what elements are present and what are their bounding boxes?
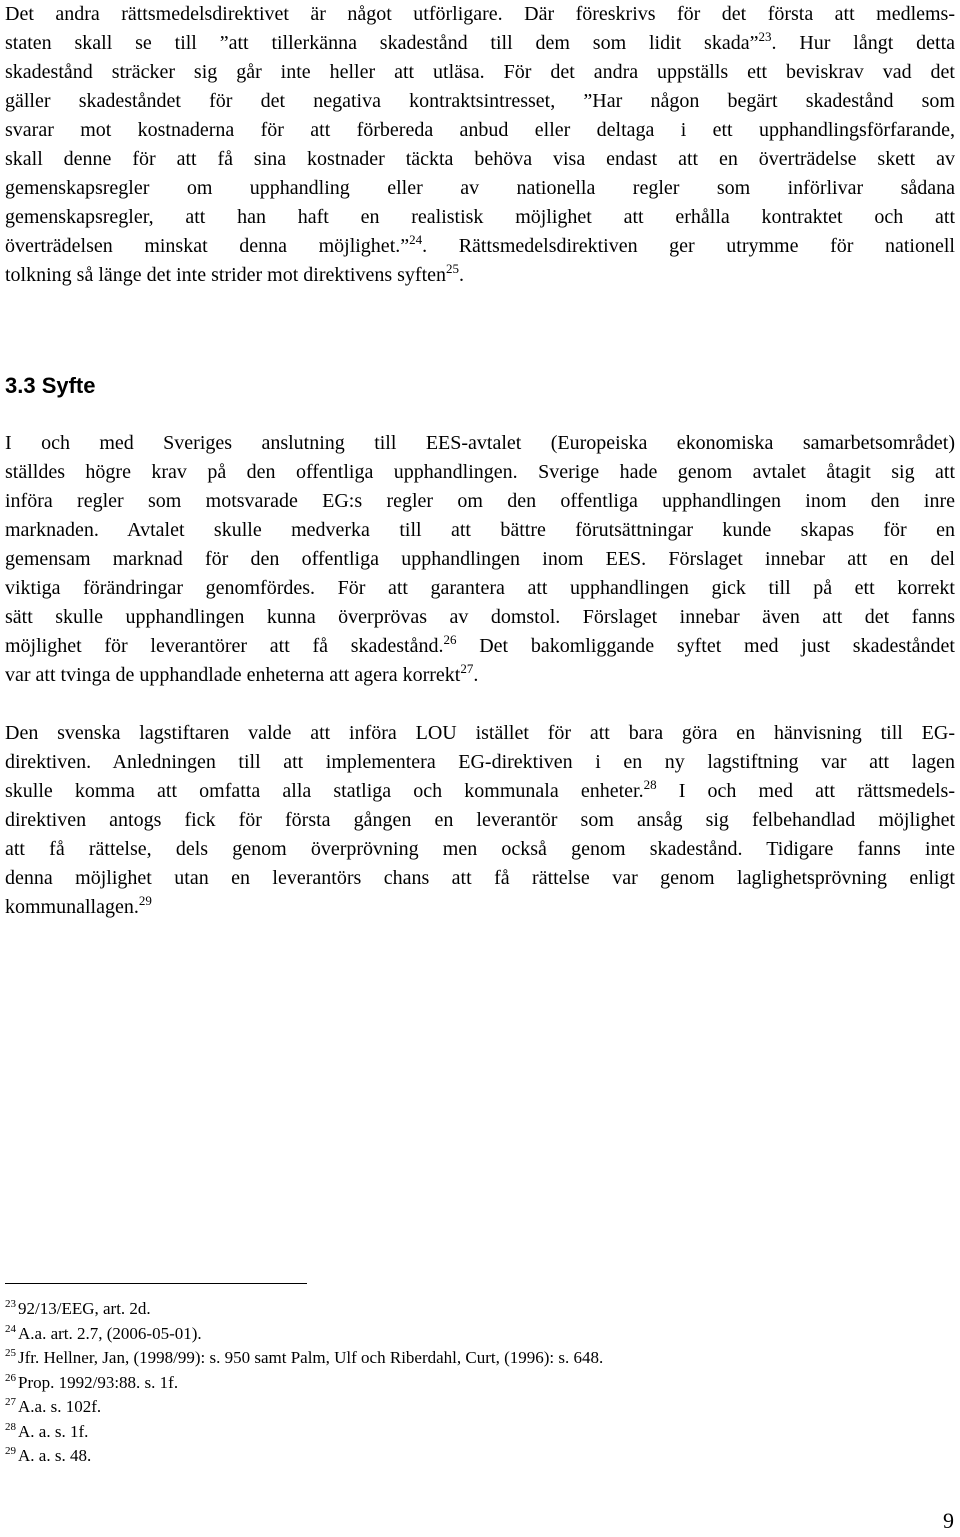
text-segment: var att tvinga de upphandlade enheterna att agera korrekt xyxy=(5,664,461,686)
text-line: att få rättelse, dels genom överprövning men också genom skadestånd. Tidigare fanns inte xyxy=(5,838,955,860)
footnote-ref[interactable]: 24 xyxy=(409,232,423,247)
text-line: marknaden. Avtalet skulle medverka till att bättre förutsättningar kunde skapas för en xyxy=(5,519,955,541)
footnote-ref[interactable]: 28 xyxy=(643,777,657,792)
footnote-ref[interactable]: 25 xyxy=(446,261,460,276)
footnote-ref[interactable]: 26 xyxy=(443,632,457,647)
text-segment: Det bakomliggande syftet med just skadeståndet xyxy=(456,635,955,657)
text-line: skall denne för att få sina kostnader täckta behöva visa endast att en överträdelse skett av xyxy=(5,148,955,170)
text-line: svarar mot kostnaderna för att förbereda anbud eller deltaga i ett upphandlingsförfarande, xyxy=(5,119,955,141)
text-line: sätt skulle upphandlingen kunna överprövas av domstol. Förslaget innebar även att det fanns xyxy=(5,606,955,628)
footnote-ref[interactable]: 23 xyxy=(758,29,772,44)
text-segment: . xyxy=(473,664,479,686)
footnote-ref[interactable]: 29 xyxy=(138,893,152,908)
text-segment: staten skall se till ”att tillerkänna skadestånd till dem som lidit skada” xyxy=(5,32,759,54)
text-line: viktiga förändringar genomfördes. För att garantera att upphandlingen gick till på ett korrekt xyxy=(5,577,955,599)
text-segment: överträdelsen minskat denna möjlighet.” xyxy=(5,235,410,257)
footnote-item xyxy=(5,1371,603,1396)
paragraph-purpose xyxy=(5,429,955,690)
text-line xyxy=(5,777,955,806)
footnote-item xyxy=(5,1322,603,1347)
footnote-number: 27 xyxy=(5,1396,16,1408)
text-line xyxy=(5,29,955,58)
text-line xyxy=(5,661,955,690)
footnote-item xyxy=(5,1297,603,1322)
text-segment: tolkning så länge det inte strider mot direktivens syften xyxy=(5,264,447,286)
footnote-number: 25 xyxy=(5,1347,16,1359)
footnote-divider xyxy=(5,1283,307,1284)
footnote-number: 26 xyxy=(5,1371,16,1384)
footnote-item xyxy=(5,1444,603,1469)
text-segment: . Hur långt detta xyxy=(771,32,956,54)
text-line xyxy=(5,261,955,290)
text-line xyxy=(5,632,955,661)
text-line: gemenskapsregler, att han haft en realistisk möjlighet att erhålla kontraktet och att xyxy=(5,206,955,228)
footnote-text: Prop. 1992/93:88. s. 1f. xyxy=(18,1372,179,1392)
footnote-text: A. a. s. 48. xyxy=(18,1446,92,1465)
text-line: direktiven antogs fick för första gången en leverantör som ansåg sig felbehandlad möjlighet xyxy=(5,809,955,831)
footnote-number: 24 xyxy=(5,1322,16,1335)
page-number: 9 xyxy=(943,1508,954,1533)
text-segment: I och med att rättsmedels- xyxy=(656,780,955,802)
paragraph-lou xyxy=(5,719,955,922)
text-line: ställdes högre krav på den offentliga upphandlingen. Sverige hade genom avtalet åtagit sig att xyxy=(5,461,955,483)
footnote-number: 28 xyxy=(5,1420,16,1433)
text-line: gäller skadeståndet för det negativa kontraktsintresset, ”Har någon begärt skadestånd som xyxy=(5,90,955,112)
footnote-text: A.a. s. 102f. xyxy=(18,1397,102,1416)
text-line: I och med Sveriges anslutning till EES-avtalet (Europeiska ekonomiska samarbetsområdet) xyxy=(5,432,955,454)
text-line: skadestånd sträcker sig går inte heller att utläsa. För det andra uppställs ett beviskrav vad det xyxy=(5,61,955,83)
text-segment: möjlighet för leverantörer att få skadestånd. xyxy=(5,635,444,657)
text-line: gemensam marknad för den offentliga upphandlingen inom EES. Förslaget innebar att en del xyxy=(5,548,955,570)
text-segment: kommunallagen. xyxy=(5,896,139,918)
text-line xyxy=(5,893,955,922)
paragraph-damages-directive xyxy=(5,0,955,290)
footnote-item xyxy=(5,1346,603,1371)
footnote-number: 23 xyxy=(5,1298,16,1310)
footnote-text: 92/13/EEG, art. 2d. xyxy=(18,1299,151,1318)
footnote-list xyxy=(5,1297,603,1469)
text-line: Den svenska lagstiftaren valde att införa LOU istället för att bara göra en hänvisning till EG- xyxy=(5,722,955,744)
text-line: införa regler som motsvarade EG:s regler om den offentliga upphandlingen inom den inre xyxy=(5,490,955,512)
footnote-ref[interactable]: 27 xyxy=(460,661,474,676)
text-segment: . Rättsmedelsdirektiven ger utrymme för nationell xyxy=(422,235,955,257)
footnote-text: A. a. s. 1f. xyxy=(18,1421,89,1441)
footnote-text: A.a. art. 2.7, (2006-05-01). xyxy=(18,1323,202,1343)
footnote-item xyxy=(5,1395,603,1420)
text-segment: skulle komma att omfatta alla statliga och kommunala enheter. xyxy=(5,780,644,802)
text-line: Det andra rättsmedelsdirektivet är något utförligare. Där föreskrivs för det första att medlems- xyxy=(5,3,955,25)
section-heading: 3.3 Syfte xyxy=(5,373,96,398)
footnote-number: 29 xyxy=(5,1445,16,1457)
footnote-text: Jfr. Hellner, Jan, (1998/99): s. 950 samt Palm, Ulf och Riberdahl, Curt, (1996): s. 648. xyxy=(18,1348,604,1367)
footnote-item xyxy=(5,1420,603,1445)
text-line: direktiven. Anledningen till att implementera EG-direktiven i en ny lagstiftning var att lagen xyxy=(5,751,955,773)
text-line: denna möjlighet utan en leverantörs chans att få rättelse var genom laglighetsprövning enligt xyxy=(5,867,955,889)
text-line xyxy=(5,232,955,261)
text-line: gemenskapsregler om upphandling eller av nationella regler som införlivar sådana xyxy=(5,177,955,199)
text-segment: . xyxy=(459,264,465,286)
